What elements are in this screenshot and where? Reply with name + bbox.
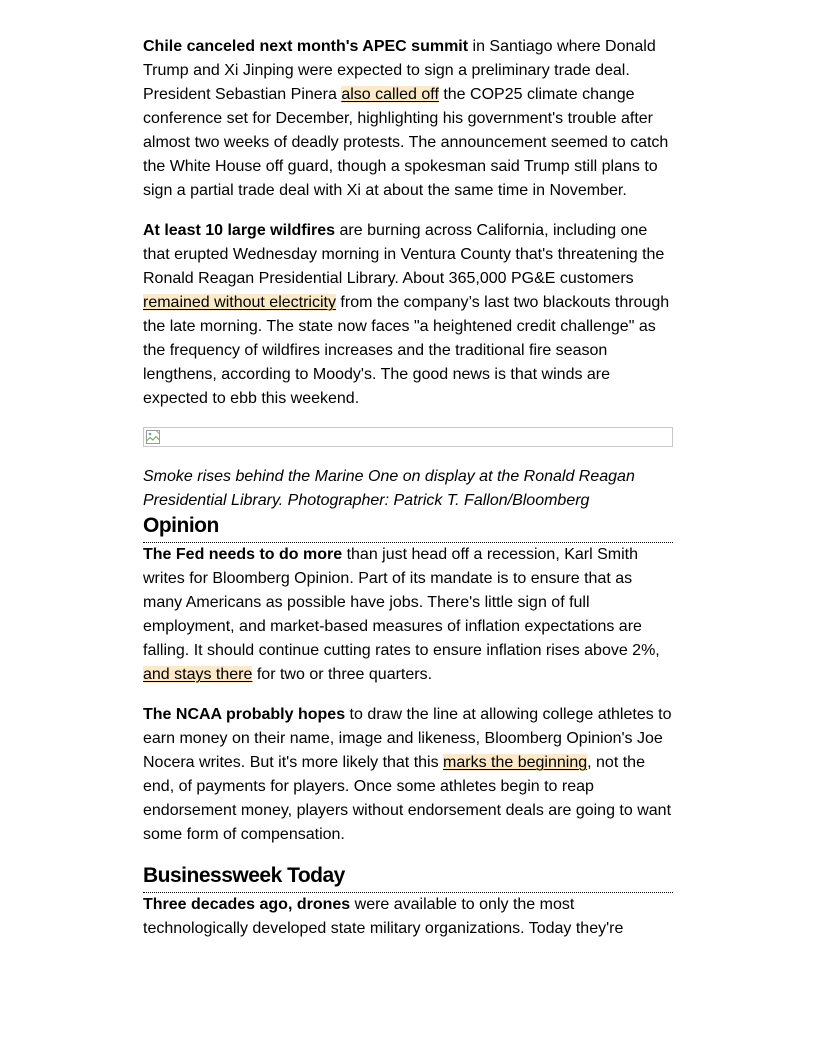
ncaa-paragraph: [143, 703, 673, 847]
drones-text-1: were available to only the most technologically developed state military organizations. Today they're: [143, 896, 624, 937]
chile-lead: Chile canceled next month's APEC summit: [143, 38, 469, 55]
wildfires-paragraph: [143, 219, 673, 411]
wildfires-text-2: from the company’s last two blackouts through the late morning. The state now faces "a heightened credit challenge" as the frequency of wildfires increases and the traditional fire season lengthens, according to Moody's. The good news is that winds are expected to ebb this weekend.: [143, 294, 670, 407]
marks-the-beginning-link[interactable]: marks the beginning: [443, 754, 588, 771]
chile-paragraph: [143, 35, 673, 203]
broken-image-icon: [145, 429, 161, 445]
image-caption: Smoke rises behind the Marine One on display at the Ronald Reagan Presidential Library. Photographer: Patrick T. Fallon/Bloomberg: [143, 468, 635, 509]
article-image: [143, 427, 673, 447]
newsletter-column: [143, 35, 673, 957]
wildfires-lead: At least 10 large wildfires: [143, 222, 336, 239]
ncaa-lead: The NCAA probably hopes: [143, 706, 346, 723]
ncaa-text-1: to draw the line at allowing college athletes to earn money on their name, image and likeness, Bloomberg Opinion's Joe Nocera writes. But it's more likely that this: [143, 706, 672, 771]
remained-without-electricity-link[interactable]: remained without electricity: [143, 294, 336, 311]
chile-text-2: the COP25 climate change conference set for December, highlighting his government's trouble after almost two weeks of deadly protests. The announcement seemed to catch the White House off guard, though a spokesman said Trump still plans to sign a partial trade deal with Xi at about the same time in November.: [143, 86, 669, 199]
opinion-heading: Opinion: [143, 513, 673, 543]
chile-text-1: in Santiago where Donald Trump and Xi Jinping were expected to sign a preliminary trade deal. President Sebastian Pinera: [143, 38, 656, 103]
and-stays-there-link[interactable]: and stays there: [143, 666, 253, 683]
drones-lead: Three decades ago, drones: [143, 896, 351, 913]
drones-paragraph: [143, 893, 673, 941]
also-called-off-link[interactable]: also called off: [341, 86, 439, 103]
fed-lead: The Fed needs to do more: [143, 546, 343, 563]
wildfires-text-1: are burning across California, including one that erupted Wednesday morning in Ventura County that's threatening the Ronald Reagan Presidential Library. About 365,000 PG&E customers: [143, 222, 665, 287]
fed-paragraph: [143, 543, 673, 687]
fed-text-1: than just head off a recession, Karl Smith writes for Bloomberg Opinion. Part of its mandate is to ensure that as many Americans as possible have jobs. There's little sign of full employment, and market-based measures of inflation expectations are falling. It should continue cutting rates to ensure inflation rises above 2%,: [143, 546, 660, 659]
businessweek-heading: Businessweek Today: [143, 863, 673, 893]
ncaa-text-2: , not the end, of payments for players. Once some athletes begin to reap endorsement money, players without endorsement deals are going to want some form of compensation.: [143, 754, 672, 843]
fed-text-2: for two or three quarters.: [252, 666, 433, 683]
